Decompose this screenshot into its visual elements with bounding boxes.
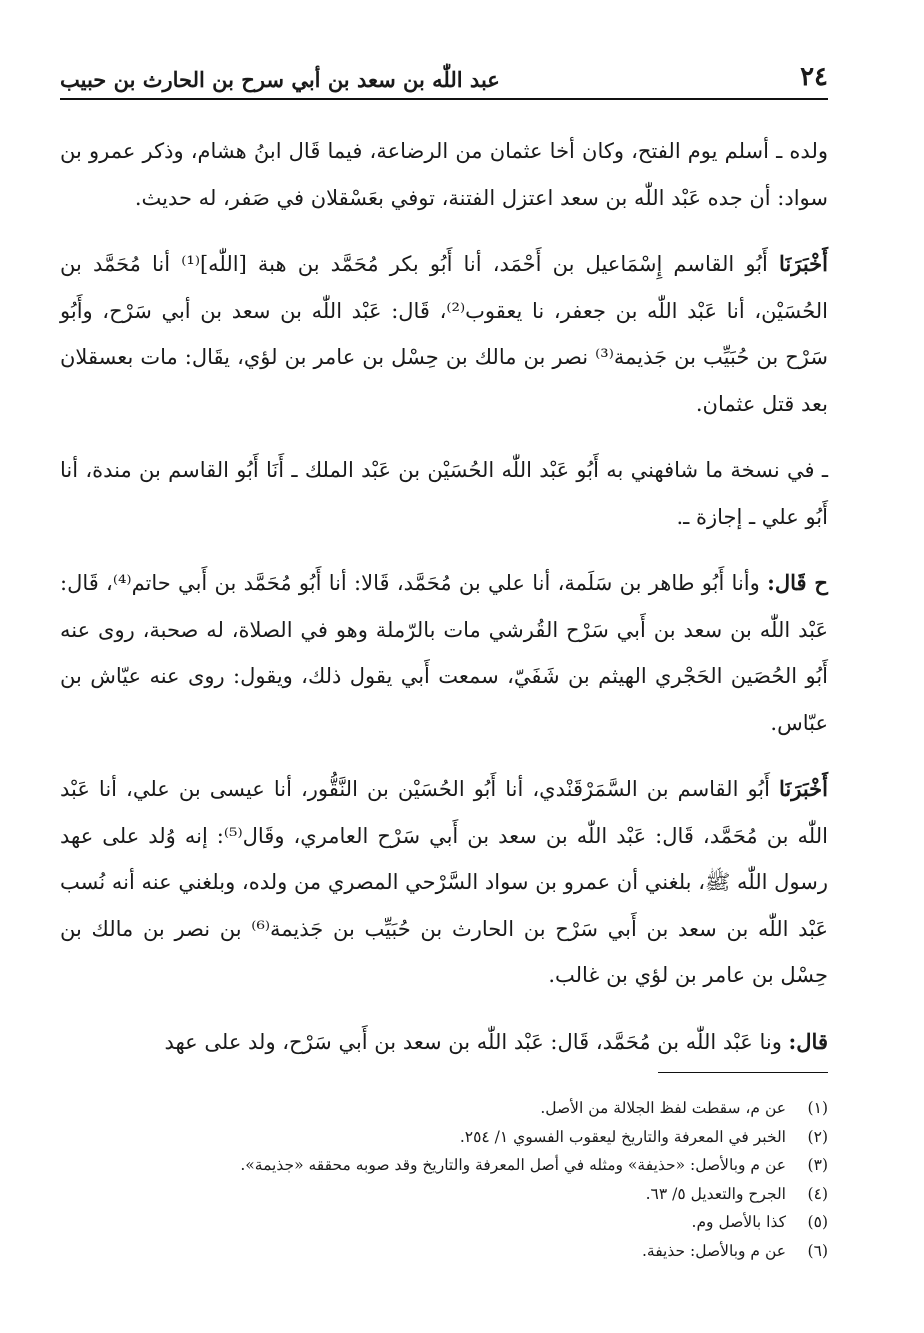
footnote (60, 1180, 828, 1209)
footnote-text: كذا بالأصل وم. (691, 1213, 786, 1231)
footnote (60, 1123, 828, 1152)
paragraph (60, 128, 828, 221)
footnote-number: (٢) (807, 1127, 828, 1146)
paragraph (60, 560, 828, 746)
paragraph-text: وأنا أَبُو طاهر بن سَلَمة، أنا علي بن مُحَمَّد، قَالا: أنا أَبُو مُحَمَّد بن أَبي حاتم⁽⁴⁾، قَال: عَبْد اللّٰه بن سعد بن أَبي سَرْح القُرشي مات بالرّملة وهو في الصلاة، له صحبة، روى عنه أَبُو الحُصَين الحَجْري الهيثم بن شَفَيّ، سمعت أَبي يقول ذلك، ويقول: روى عنه عيّاش بن عبّاس. (60, 571, 828, 735)
running-title: عبد اللّٰه بن سعد بن أبي سرح بن الحارث بن حبيب (60, 67, 500, 92)
paragraph-lead: أَخْبَرَنَا (779, 251, 828, 276)
paragraph-text: ولده ـ أسلم يوم الفتح، وكان أخا عثمان من الرضاعة، فيما قَال ابنُ هشام، وذكر عمرو بن سواد: أن جده عَبْد اللّٰه بن سعد اعتزل الفتنة، توفي بعَسْقلان في صَفر، له حديث. (60, 139, 828, 210)
paragraph-text: ونا عَبْد اللّٰه بن مُحَمَّد، قَال: عَبْد اللّٰه بن سعد بن أَبي سَرْح، ولد على عهد (164, 1029, 789, 1054)
paragraph-lead: قال: (788, 1028, 828, 1054)
footnote-text: عن م وبالأصل: «حذيفة» ومثله في أصل المعرفة والتاريخ وقد صوبه محققه «جذيمة». (240, 1156, 786, 1174)
paragraph-lead: ح قَال: (767, 570, 828, 595)
footnote-divider (658, 1072, 828, 1073)
footnote-text: الخبر في المعرفة والتاريخ ليعقوب الفسوي ١/ ٢٥٤. (459, 1127, 786, 1146)
footnote-number: (١) (807, 1099, 828, 1117)
footnote-number: (٥) (807, 1213, 828, 1231)
footnote-number: (٦) (807, 1241, 828, 1260)
paragraph (60, 1019, 828, 1066)
footnote-text: الجرح والتعديل ٥/ ٦٣. (645, 1184, 786, 1203)
footnote (60, 1208, 828, 1237)
footnote-text: عن م وبالأصل: حذيفة. (641, 1241, 786, 1260)
paragraph-text: ـ في نسخة ما شافهني به أَبُو عَبْد اللّٰه الحُسَيْن بن عَبْد الملك ـ أَنَا أَبُو القاسم بن مندة، أنا أَبُو علي ـ إجازة ـ. (60, 458, 828, 529)
paragraph (60, 766, 828, 999)
footnote-text: عن م، سقطت لفظ الجلالة من الأصل. (540, 1099, 786, 1117)
main-text (60, 128, 828, 1065)
paragraph-text: أَبُو القاسم بن السَّمَرْقَنْدي، أنا أَبُو الحُسَيْن بن النَّقُّور، أنا عيسى بن علي، أنا عَبْد اللّٰه بن مُحَمَّد، قَال: عَبْد اللّٰه بن سعد بن أَبي سَرْح العامري، وقَال⁽⁵⁾: إنه وُلد على عهد رسول اللّٰه ﷺ، بلغني أن عمرو بن سواد السَّرْحي المصري من ولده، وبلغني عنه أنه نُسب عَبْد اللّٰه بن سعد بن أَبي سَرْح بن الحارث بن حُبَيِّب بن جَذيمة⁽⁶⁾ بن نصر بن مالك بن حِسْل بن عامر بن لؤي بن غالب. (60, 777, 828, 987)
footnote (60, 1094, 828, 1123)
paragraph (60, 447, 828, 540)
footnote-number: (٣) (807, 1156, 828, 1174)
page-number: ٢٤ (800, 62, 828, 92)
paragraph-text: أَبُو القاسم إِسْمَاعيل بن أَحْمَد، أنا أَبُو بكر مُحَمَّد بن هبة [اللّٰه]⁽¹⁾ أنا مُحَمَّد بن الحُسَيْن، أنا عَبْد اللّٰه بن جعفر، نا يعقوب⁽²⁾، قَال: عَبْد اللّٰه بن سعد بن أبي سَرْح، وأَبُو سَرْح بن حُبَيِّب بن جَذيمة⁽³⁾ نصر بن مالك بن حِسْل بن عامر بن لؤي، يقَال: مات بعسقلان بعد قتل عثمان. (60, 252, 828, 416)
footnotes (60, 1094, 828, 1265)
footnote-number: (٤) (807, 1184, 828, 1203)
footnote (60, 1151, 828, 1180)
footnote (60, 1237, 828, 1266)
paragraph-lead: أَخْبَرَنَا (779, 776, 828, 801)
paragraph (60, 241, 828, 427)
page-header (60, 64, 828, 100)
